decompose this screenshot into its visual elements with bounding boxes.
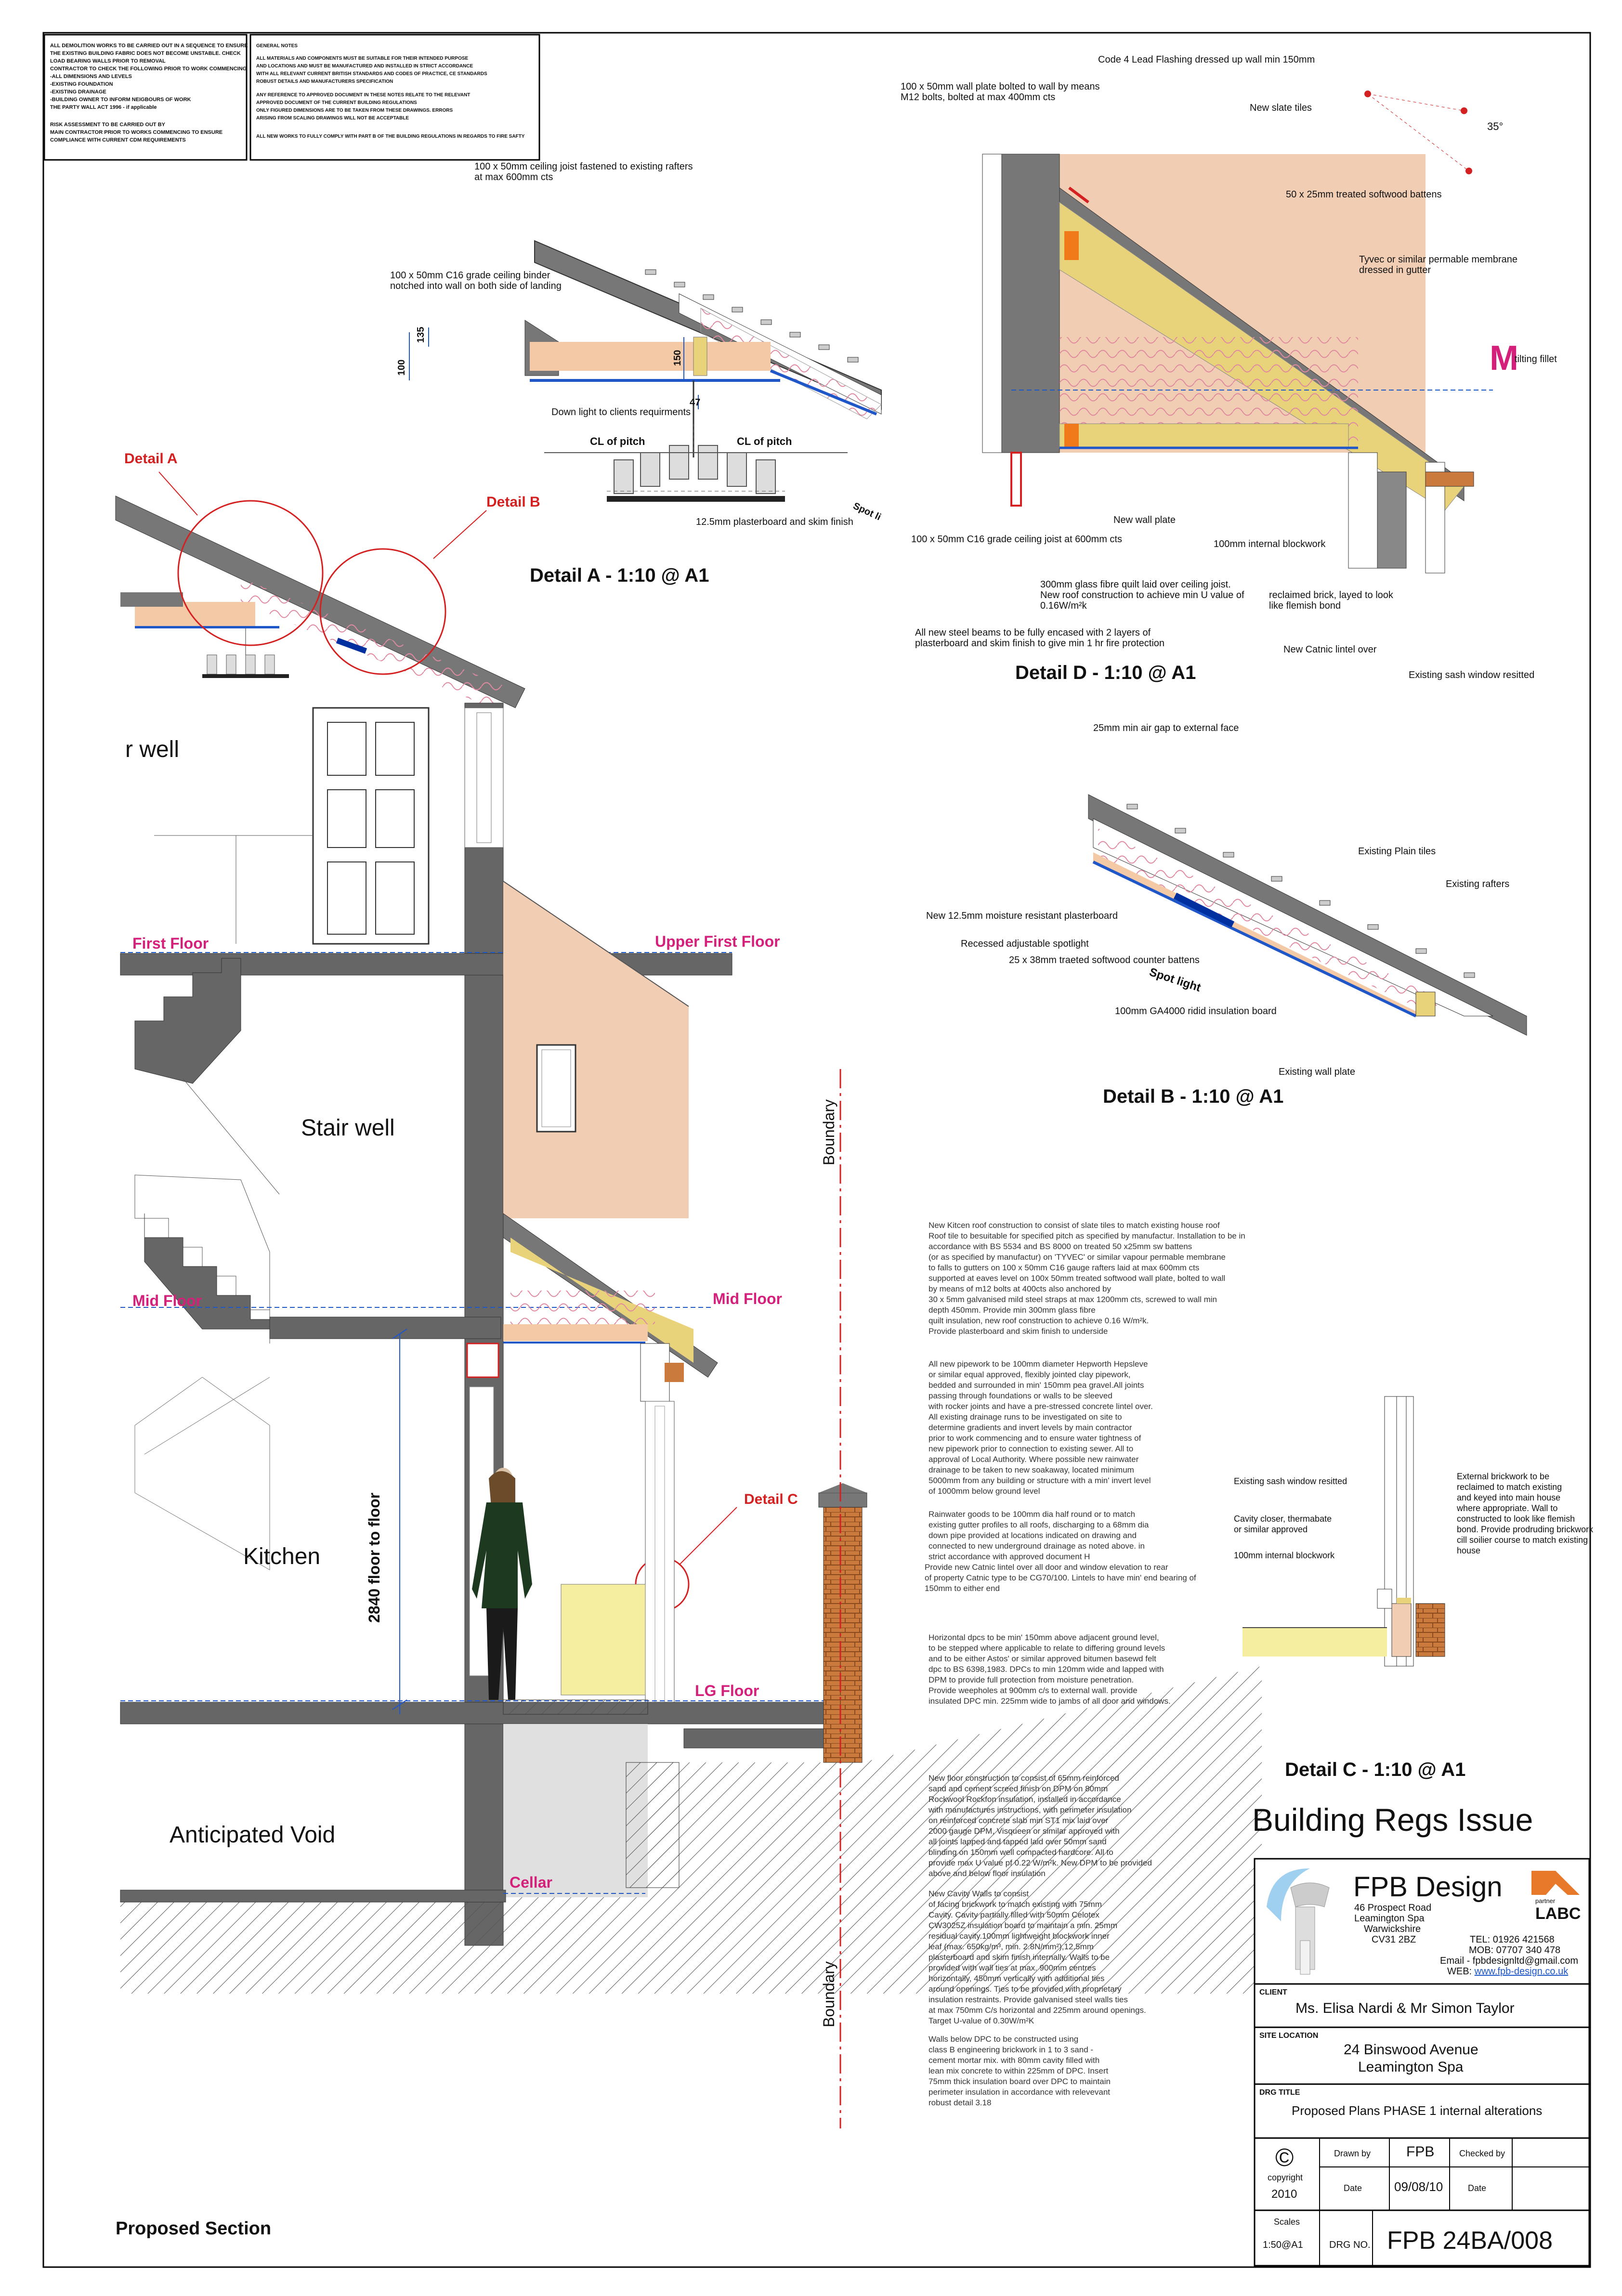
callout-detail-a: Detail A <box>124 451 178 467</box>
callout-detail-b: Detail B <box>486 494 540 510</box>
detail-d-label-catnic: New Catnic lintel over <box>1283 644 1377 655</box>
title-block <box>1255 1859 1589 2266</box>
copyright-label: copyright <box>1268 2173 1303 2182</box>
label-lg-floor: LG Floor <box>695 1682 759 1699</box>
label-stairwell-top: r well <box>125 737 180 762</box>
detail-c-title: Detail C - 1:10 @ A1 <box>1285 1759 1466 1780</box>
detail-a-cl-pitch-2: CL of pitch <box>737 435 792 447</box>
detail-a-label-joist-2: at max 600mm cts <box>474 172 553 183</box>
date-label-2: Date <box>1468 2183 1487 2193</box>
label-mid-floor-right: Mid Floor <box>713 1290 782 1307</box>
detail-b-title: Detail B - 1:10 @ A1 <box>1103 1086 1284 1107</box>
detail-b-label-plain-tiles: Existing Plain tiles <box>1358 846 1436 857</box>
spec-catnic: Provide new Catnic lintel over all door and window elevation to rear of property Catnic type to be CG70/100. Lintels to have min' end bearing of 150mm to either end <box>925 1563 1196 1593</box>
detail-b-label-spot: Spot light <box>1148 965 1203 994</box>
detail-a-title: Detail A - 1:10 @ A1 <box>530 565 709 586</box>
detail-b-label-insulation: 100mm GA4000 ridid insulation board <box>1115 1006 1277 1017</box>
svg-text:LABC: LABC <box>1535 1905 1581 1923</box>
drawn-by-label: Drawn by <box>1334 2149 1371 2158</box>
detail-c-label-sash: Existing sash window resitted <box>1234 1476 1347 1486</box>
drg-title: Proposed Plans PHASE 1 internal alterations <box>1292 2103 1543 2118</box>
label-first-floor: First Floor <box>132 935 209 952</box>
detail-a-label-spot: Spot li <box>851 500 883 523</box>
callout-detail-c: Detail C <box>744 1491 798 1507</box>
svg-text:GENERAL NOTES ALL MATERI: GENERAL NOTES ALL MATERIALS AND COMPONENTS MUST BE SUITABLE FOR THEIR INTENDED PURPOSE AND LOCATIONS AND MUST BE MANUFACTURED AND INSTALLED IN STRICT ACCORDANCE WITH ALL RELEVANT CURRENT BRITISH STANDARDS AND CODES OF PRACTICE, CE STANDARDS ROBUST DETAILS AND MANUFACTURERS SPECIFICATION ANY REFERENCE TO APPROVED DOCUMENT IN THESE NOTES RELATE TO THE RELEVANT APPROVED DOCUMENT OF THE CURRENT BUILDING REGULATIONS ONLY FIGURED DIMENSIONS ARE TO BE TAKEN FROM THESE DRAWINGS. ERRORS ARISING FROM SCALING DRAWINGS WILL NOT BE ACCEPTABLE ALL NEW WORKS TO FULLY COMPLY WITH PART B OF THE BUILDING REGULATIONS IN REGARDS TO FIRE SAFTY <box>256 43 525 139</box>
label-upper-first-floor: Upper First Floor <box>655 933 780 950</box>
notes-box-demolition <box>44 35 249 160</box>
drg-no-label: DRG NO. <box>1329 2240 1371 2250</box>
spec-dpc: Horizontal dpcs to be min' 150mm above adjacent ground level, to be stepped where applicable to relate to differing ground levels and to be either Astos' or similar approved bitumen basewd felt dpc to BS 6398,1983. DPCs to min 120mm wide and lapped with DPM to provide full protection from moisture penetration. Provide weepholes at 900mm c/s to external wall. provide insulated DPC min. 225mm wide to jambs of all door and windows. <box>929 1633 1171 1706</box>
detail-d-label-slate: New slate tiles <box>1250 103 1312 113</box>
detail-c-label-blockwork: 100mm internal blockwork <box>1234 1551 1335 1560</box>
company-address: 46 Prospect Road Leamington Spa Warwickshire CV31 2BZ <box>1354 1903 1432 1945</box>
label-kitchen: Kitchen <box>243 1544 321 1569</box>
site-line-1: 24 Binswood Avenue <box>1344 2042 1478 2058</box>
detail-d-label-blockwork: 100mm internal blockwork <box>1214 539 1326 549</box>
label-floor-to-floor: 2840 floor to floor <box>366 1492 383 1623</box>
detail-d-drawing <box>982 91 1493 573</box>
date-value: 09/08/10 <box>1394 2179 1443 2194</box>
detail-d-label-ceiling-joist: 100 x 50mm C16 grade ceiling joist at 600mm cts <box>911 534 1122 545</box>
contact-email: Email - fpbdesignltd@gmail.com <box>1440 1956 1579 1966</box>
detail-d-angle: 35° <box>1487 120 1504 132</box>
detail-c-label-closer: Cavity closer, thermabate <box>1234 1514 1332 1524</box>
drg-title-label: DRG TITLE <box>1259 2088 1300 2097</box>
contact-web: WEB: www.fpb-design.co.uk <box>1447 1966 1569 1977</box>
label-stair-well: Stair well <box>301 1115 395 1141</box>
detail-d-label-lead: Code 4 Lead Flashing dressed up wall min 150mm <box>1098 54 1315 65</box>
detail-d-label-quilt: 300mm glass fibre quilt laid over ceiling joist. <box>1040 579 1231 590</box>
detail-b-drawing <box>1088 795 1527 1035</box>
detail-a-label-joist: 100 x 50mm ceiling joist fastened to existing rafters <box>474 161 693 172</box>
detail-d-label-brick: reclaimed brick, layed to look <box>1269 590 1393 600</box>
detail-d-label-sash: Existing sash window resitted <box>1409 670 1535 680</box>
detail-a-label-downlight: Down light to clients requirments <box>551 407 691 417</box>
spec-floor: New floor construction to consist of 65mm reinforced sand and cement screed finish on DPM on 80mm Rockwool Rockfon insulation, installed in accordance with manufactures instructions, with perimeter insulation on reinforced concrete slab min ST1 mix laid over 2000 gauge DPM, Visqueen or similar approved with all joints lapped and tapped laid over 50mm sand blinding on 150mm well compacted hardcore. All to provide max U value pf 0.22 W/m²k. New DPM to be provided above and below floor insulation <box>929 1774 1152 1878</box>
detail-c-label-closer-2: or similar approved <box>1234 1525 1308 1534</box>
detail-d-label-quilt-3: 0.16W/m²k <box>1040 600 1087 611</box>
detail-a-dim-47: 47 <box>690 397 701 408</box>
scale-value: 1:50@A1 <box>1263 2240 1303 2250</box>
notes-box-general <box>250 35 539 160</box>
detail-d-label-m: M <box>1490 339 1518 378</box>
date-label: Date <box>1344 2183 1362 2193</box>
label-boundary-bottom: Boundary <box>820 1961 837 2027</box>
contact-tel: TEL: 01926 421568 <box>1470 1934 1555 1945</box>
detail-d-label-wallplate: 100 x 50mm wall plate bolted to wall by means <box>901 81 1100 92</box>
checked-by-label: Checked by <box>1459 2149 1505 2158</box>
detail-a-label-binder-2: notched into wall on both side of landing <box>390 281 562 291</box>
contact-mob: MOB: 07707 340 478 <box>1469 1945 1561 1956</box>
detail-d-label-tyvec: Tyvec or similar permable membrane <box>1359 254 1517 265</box>
copyright-symbol: © <box>1275 2144 1294 2172</box>
detail-d-label-new-wall-plate: New wall plate <box>1113 515 1176 525</box>
client-label: CLIENT <box>1259 1988 1287 1996</box>
detail-b-label-airgap: 25mm min air gap to external face <box>1093 723 1239 733</box>
detail-a-dim-100: 100 <box>396 359 407 376</box>
section-title: Proposed Section <box>116 2218 272 2239</box>
detail-d-label-quilt-2: New roof construction to achieve min U value of <box>1040 590 1244 600</box>
label-mid-floor-left: Mid Floor <box>132 1292 202 1309</box>
detail-d-label-brick-2: like flemish bond <box>1269 600 1341 611</box>
detail-b-label-wall-plate: Existing wall plate <box>1279 1067 1355 1077</box>
svg-text:partner: partner <box>1535 1897 1556 1905</box>
site-label: SITE LOCATION <box>1259 2032 1319 2040</box>
detail-b-label-plasterboard: New 12.5mm moisture resistant plasterboard <box>926 911 1118 921</box>
svg-text:ALL DEMOLITION WORKS TO BE CAR: ALL DEMOLITION WORKS TO BE CARRIED OUT IN A SEQUENCE TO ENSURE THE EXISTING BUILDING FABRIC DOES NOT BECOME UNSTABLE. CHECK LOAD BEARING WALLS PRIOR TO REMOVAL CONTRACTOR TO CHECK THE FOLLOWING PRIOR TO WORK COMMENCING -ALL DIMENSIONS AND LEVELS -EXISTING FOUNDATION -EXISTING DRAINAGE -BUILDING OWNER TO INFORM NEIGBOURS OF WORK THE PARTY WALL ACT 1996 - if applicable RISK ASSESSMENT TO BE CARRIED OUT BY MAIN CONTRACTOR PRIOR TO WORKS COMMENCING TO ENSURE COMPLIANCE WITH CURRENT CDM REQUIREMENTS <box>50 43 248 143</box>
detail-b-label-rafters: Existing rafters <box>1446 879 1510 889</box>
detail-b-label-counter: 25 x 38mm traeted softwood counter battens <box>1009 955 1200 965</box>
site-line-2: Leamington Spa <box>1358 2059 1464 2075</box>
spec-roof: New Kitcen roof construction to consist of slate tiles to match existing house roof Roof tile to besuitable for specified pitch as specified by manufactur. Installation to be in accordance with BS 5534 and BS 8000 on treated 50 x25mm sw battens (or as specified by manufactur) on 'TYVEC' or similar vapour permable membrane to falls to gutters on 100 x 50mm C16 gauge rafters laid at max 600mm cts supported at eaves level on 100x 50mm treated softwood wall plate, bolted to wall by means of m12 bolts at 400cts also anchored by 30 x 5mm galvanised mild steel straps at max 1200mm cts, screwed to wall min depth 450mm. Provide min 300mm glass fibre quilt insulation, new roof construction to achieve 0.16 W/m²k. Provide plasterboard and skim finish to underside <box>929 1221 1245 1336</box>
spec-cavity: New Cavity Walls to consist of facing brickwork to match existing with 75mm Cavity. Cavity partially filled with 50mm Celotex CW3025Z insulation board to maintain a min. 25mm residual cavity.100mm lightweight blockwork inner leaf (max. 650kg/m³, min. 2.8N/mm²),12.5mm plasterboard and skim finish internally. Walls to be provided with wall ties at max. 900mm centres horizontally, 450mm vertically with additional ties around openings. Ties to be provided with proprietary insulation restraints. Provide galvanised steel walls ties at max 750mm C/s horizontal and 225mm around openings. Target U-value of 0.30W/m²K <box>929 1889 1146 2025</box>
detail-b-label-spotlight: Recessed adjustable spotlight <box>961 939 1089 949</box>
client-name: Ms. Elisa Nardi & Mr Simon Taylor <box>1295 2000 1515 2016</box>
drg-no: FPB 24BA/008 <box>1387 2227 1553 2255</box>
detail-c-label-brickwork: External brickwork to be reclaimed to match existing and keyed into main house where appropriate. Wall to constructed to look like flemish bond. Provide prodruding brickwork cill soilier course to match existing house <box>1457 1472 1594 1555</box>
copyright-year: 2010 <box>1271 2188 1297 2201</box>
detail-d-title: Detail D - 1:10 @ A1 <box>1015 662 1196 683</box>
drawn-by: FPB <box>1406 2144 1435 2160</box>
label-cellar: Cellar <box>510 1874 552 1891</box>
company-name: FPB Design <box>1353 1871 1503 1903</box>
detail-a-dim-135: 135 <box>416 326 426 343</box>
detail-d-label-wallplate-2: M12 bolts, bolted at max 400mm cts <box>901 92 1056 103</box>
detail-d-label-tilting: tilting fillet <box>1515 354 1557 365</box>
detail-d-label-tyvec-2: dressed in gutter <box>1359 265 1431 275</box>
spec-rainwater: Rainwater goods to be 100mm dia half round or to match existing gutter profiles to all roofs, discharging to a 68mm dia down pipe provided at locations indicated on drawing and connected to new underground drainage as noted above. in strict accordance with approved document H <box>929 1510 1149 1561</box>
detail-d-label-battens: 50 x 25mm treated softwood battens <box>1286 189 1442 200</box>
spec-pipework: All new pipework to be 100mm diameter Hepworth Hepsleve or similar equal approved, flexibly jointed clay pipework, bedded and surrounded in min' 150mm pea gravel.All joints passing through foundations or walls to be sleeved with rocker joints and have a pre-stressed concrete lintel over. All existing drainage runs to be investigated on site to determine gradients and invert levels by main contractor prior to work commencing and to ensure water tightness of new pipework prior to connection to existing sewer. All to approval of Local Authority. Where possible new rainwater drainage to be taken to new soakaway, located minimum 5000mm from any building or structure with a min' invert level of 1000mm below ground level <box>929 1359 1153 1496</box>
detail-a-label-binder: 100 x 50mm C16 grade ceiling binder <box>390 270 550 281</box>
detail-d-label-steel-2: plasterboard and skim finish to give min 1 hr fire protection <box>915 638 1165 649</box>
label-boundary-top: Boundary <box>820 1099 837 1165</box>
spec-below-dpc: Walls below DPC to be constructed using class B engineering brickwork in 1 to 3 sand - cement mortar mix. with 80mm cavity filled with lean mix concrete to within 225mm of DPC. Insert 75mm thick insulation board over DPC to maintain perimeter insulation in accordance with relevevant robust detail 3.18 <box>929 2035 1111 2107</box>
detail-d-label-steel: All new steel beams to be fully encased with 2 layers of <box>915 627 1151 638</box>
detail-a-dim-150: 150 <box>672 350 683 366</box>
issue-label: Building Regs Issue <box>1252 1802 1533 1838</box>
detail-a-label-plasterboard: 12.5mm plasterboard and skim finish <box>696 517 853 527</box>
label-anticipated-void: Anticipated Void <box>170 1822 336 1848</box>
scales-label: Scales <box>1274 2217 1300 2227</box>
detail-a-cl-pitch-1: CL of pitch <box>590 435 645 447</box>
